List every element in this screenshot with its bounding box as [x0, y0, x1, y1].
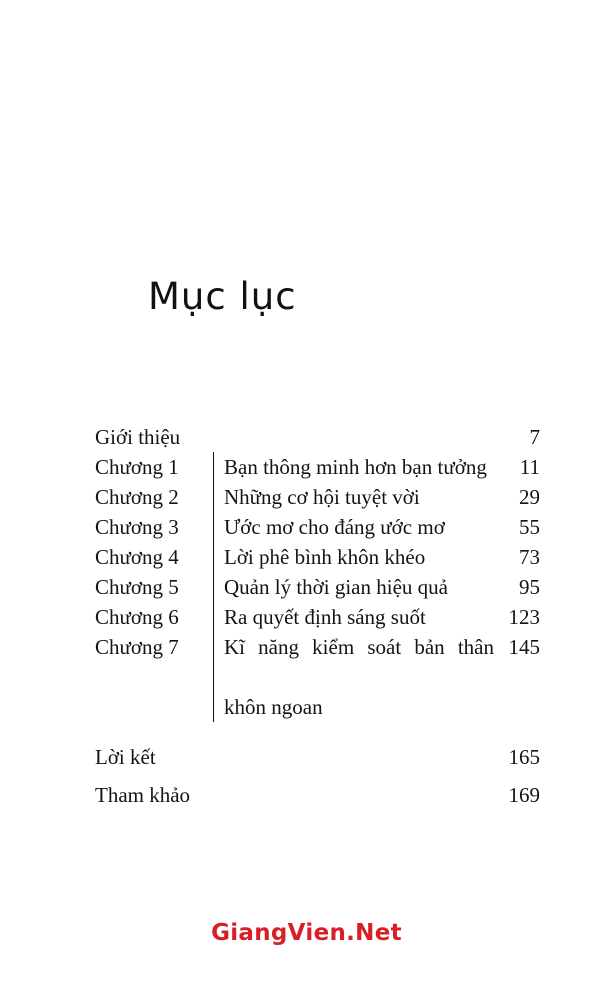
toc-entry-page: 165 — [508, 745, 540, 769]
toc-row[interactable] — [95, 452, 540, 482]
table-of-contents — [95, 414, 540, 810]
toc-entry-title — [213, 772, 494, 802]
toc-entry-label: Chương 2 — [95, 485, 179, 509]
spacer — [95, 722, 540, 734]
toc-entry-page: 169 — [508, 783, 540, 807]
toc-entry-label: Chương 1 — [95, 455, 179, 479]
toc-entry-label: Lời kết — [95, 745, 156, 769]
toc-entry-title — [213, 734, 494, 764]
toc-row[interactable] — [95, 512, 540, 542]
toc-entry-label: Chương 7 — [95, 635, 179, 659]
toc-entry-title: Ra quyết định sáng suốt — [213, 602, 494, 632]
toc-entry-page: 11 — [519, 455, 540, 479]
toc-entry-page: 95 — [519, 575, 540, 599]
toc-row[interactable] — [95, 572, 540, 602]
toc-entry-page: 7 — [529, 425, 540, 449]
toc-entry-title: Những cơ hội tuyệt vời — [213, 482, 494, 512]
toc-row[interactable] — [95, 602, 540, 632]
toc-entry-label: Giới thiệu — [95, 425, 181, 449]
toc-entry-title: Lời phê bình khôn khéo — [213, 542, 494, 572]
toc-entry-page: 55 — [519, 515, 540, 539]
toc-row[interactable] — [95, 632, 540, 692]
toc-entry-title-continued: khôn ngoan — [213, 692, 494, 722]
toc-entry-page: 145 — [508, 635, 540, 659]
toc-entry-page: 29 — [519, 485, 540, 509]
toc-row[interactable] — [95, 772, 540, 810]
toc-row[interactable] — [95, 482, 540, 512]
toc-entry-page: 123 — [508, 605, 540, 629]
toc-entry-title: Quản lý thời gian hiệu quả — [213, 572, 494, 602]
toc-row[interactable] — [95, 414, 540, 452]
toc-entry-title — [213, 414, 494, 444]
toc-entry-label: Chương 4 — [95, 545, 179, 569]
toc-row[interactable] — [95, 734, 540, 772]
toc-row-continuation — [95, 692, 540, 722]
toc-entry-title: Kĩ năng kiểm soát bản thân — [213, 632, 494, 692]
toc-entry-label: Chương 3 — [95, 515, 179, 539]
toc-entry-page: 73 — [519, 545, 540, 569]
toc-entry-label: Chương 6 — [95, 605, 179, 629]
toc-entry-label: Tham khảo — [95, 783, 191, 807]
page-title: Mục lục — [148, 275, 297, 318]
toc-entry-title: Ước mơ cho đáng ước mơ — [213, 512, 494, 542]
toc-entry-title: Bạn thông minh hơn bạn tưởng — [213, 452, 494, 482]
toc-entry-label: Chương 5 — [95, 575, 179, 599]
toc-row[interactable] — [95, 542, 540, 572]
footer-brand: GiangVien.Net — [211, 920, 402, 946]
